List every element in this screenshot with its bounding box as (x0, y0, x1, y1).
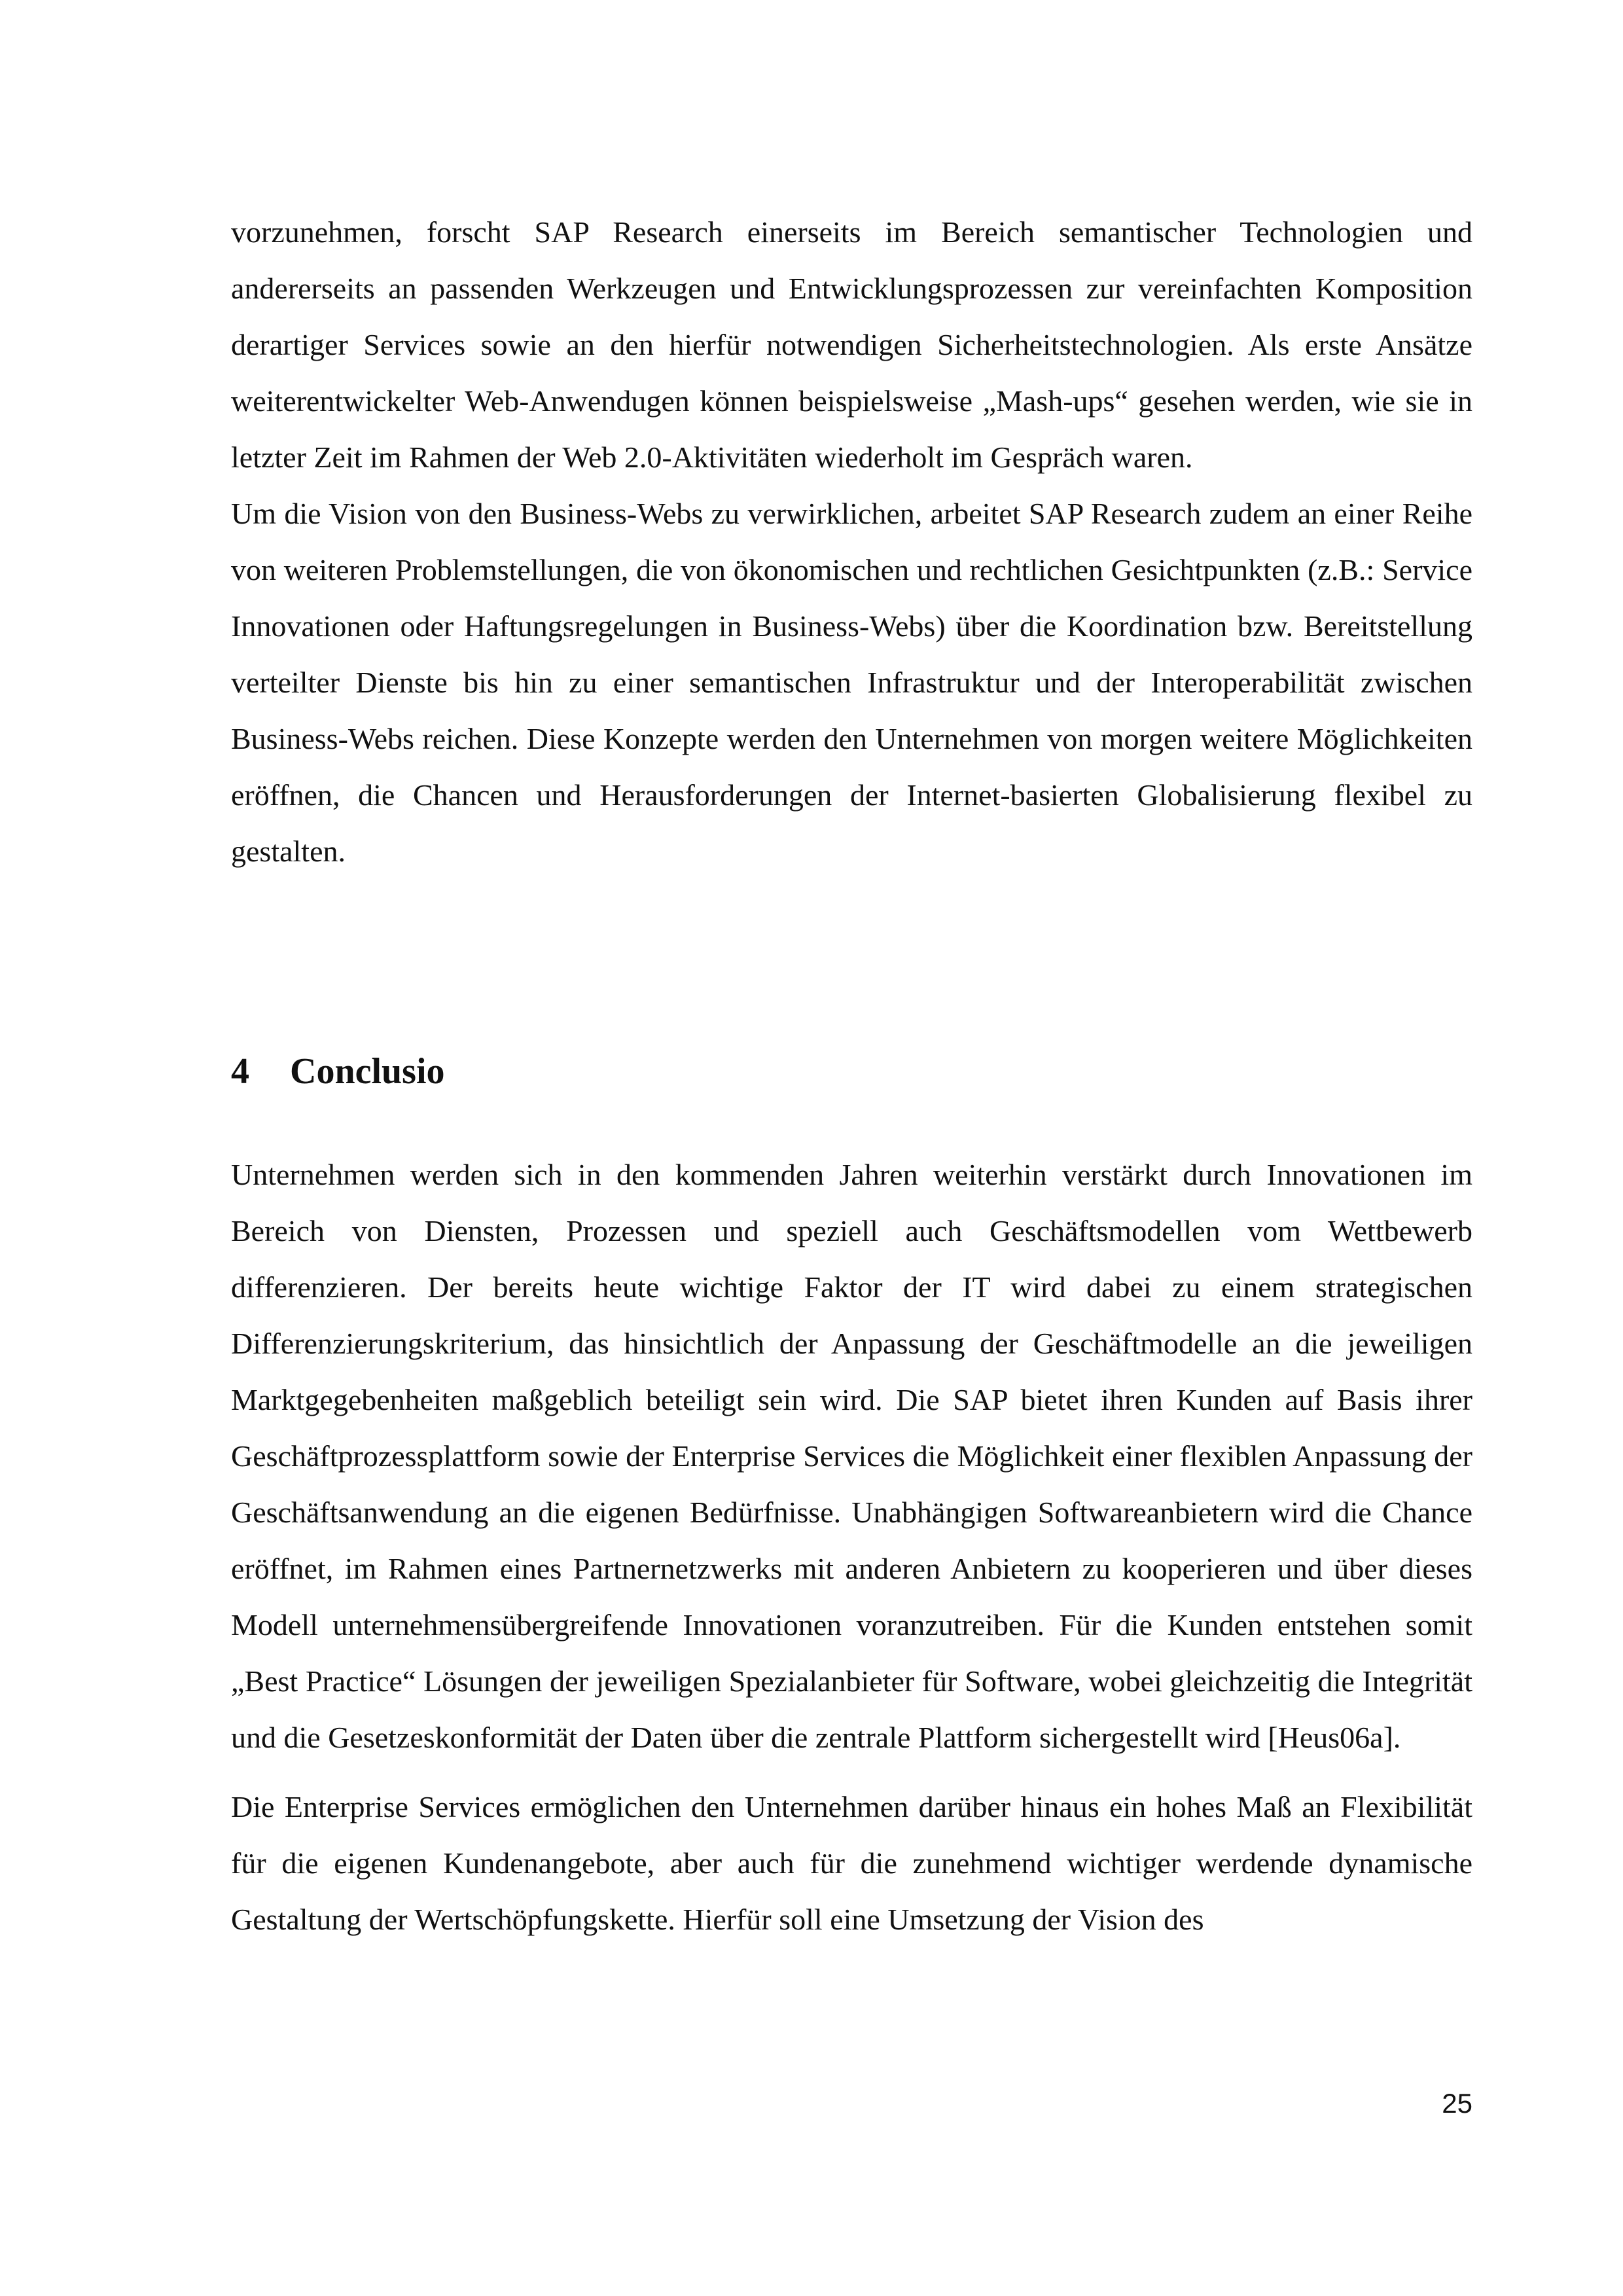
section-body-conclusio (231, 1147, 1472, 1948)
paragraph-conclusio-1: Unternehmen werden sich in den kommenden Jahren weiterhin verstärkt durch Innovationen im Bereich von Diensten, Prozessen und speziell auch Geschäftsmodellen vom Wettbewerb differenzieren. Der bereits heute wichtige Faktor der IT wird dabei zu einem strategischen Differenzierungskriterium, das hinsichtlich der Anpassung der Geschäftmodelle an die jeweiligen Marktgegebenheiten maßgeblich beteiligt sein wird. Die SAP bietet ihren Kunden auf Basis ihrer Geschäftprozessplattform sowie der Enterprise Services die Möglichkeit einer flexiblen Anpassung der Geschäftsanwendung an die eigenen Bedürfnisse. Unabhängigen Softwareanbietern wird die Chance eröffnet, im Rahmen eines Partnernetzwerks mit anderen Anbietern zu kooperieren und über dieses Modell unternehmensübergreifende Innovationen voranzutreiben. Für die Kunden entstehen somit „Best Practice“ Lösungen der jeweiligen Spezialanbieter für Software, wobei gleichzeitig die Integrität und die Gesetzeskonformität der Daten über die zentrale Plattform sichergestellt wird [Heus06a]. (231, 1158, 1472, 1754)
page-number: 25 (1442, 2088, 1472, 2119)
paragraph-conclusio-2: Die Enterprise Services ermöglichen den Unternehmen darüber hinaus ein hohes Maß an Flexibilität für die eigenen Kundenangebote, aber auch für die zunehmend wichtiger werdende dynamische Gestaltung der Wertschöpfungskette. Hierfür soll eine Umsetzung der Vision des (231, 1790, 1472, 1936)
paragraph-business-webs: Um die Vision von den Business-Webs zu verwirklichen, arbeitet SAP Research zudem an einer Reihe von weiteren Problemstellungen, die von ökonomischen und rechtlichen Gesichtpunkten (z.B.: Service Innovationen oder Haftungsregelungen in Business-Webs) über die Koordination bzw. Bereitstellung verteilter Dienste bis hin zu einer semantischen Infrastruktur und der Interoperabilität zwischen Business-Webs reichen. Diese Konzepte werden den Unternehmen von morgen weitere Möglichkeiten eröffnen, die Chancen und Herausforderungen der Internet-basierten Globalisierung flexibel zu gestalten. (231, 497, 1472, 868)
section-heading (231, 1050, 445, 1092)
paragraph-sap-research: vorzunehmen, forscht SAP Research einerseits im Bereich semantischer Technologien und andererseits an passenden Werkzeugen und Entwicklungsprozessen zur vereinfachten Komposition derartiger Services sowie an den hierfür notwendigen Sicherheitstechnologien. Als erste Ansätze weiterentwickelter Web-Anwendugen können beispielsweise „Mash-ups“ gesehen werden, wie sie in letzter Zeit im Rahmen der Web 2.0-Aktivitäten wiederholt im Gespräch waren. (231, 215, 1472, 474)
section-body-top (231, 204, 1472, 880)
section-title: Conclusio (290, 1051, 445, 1092)
section-number: 4 (231, 1051, 249, 1092)
